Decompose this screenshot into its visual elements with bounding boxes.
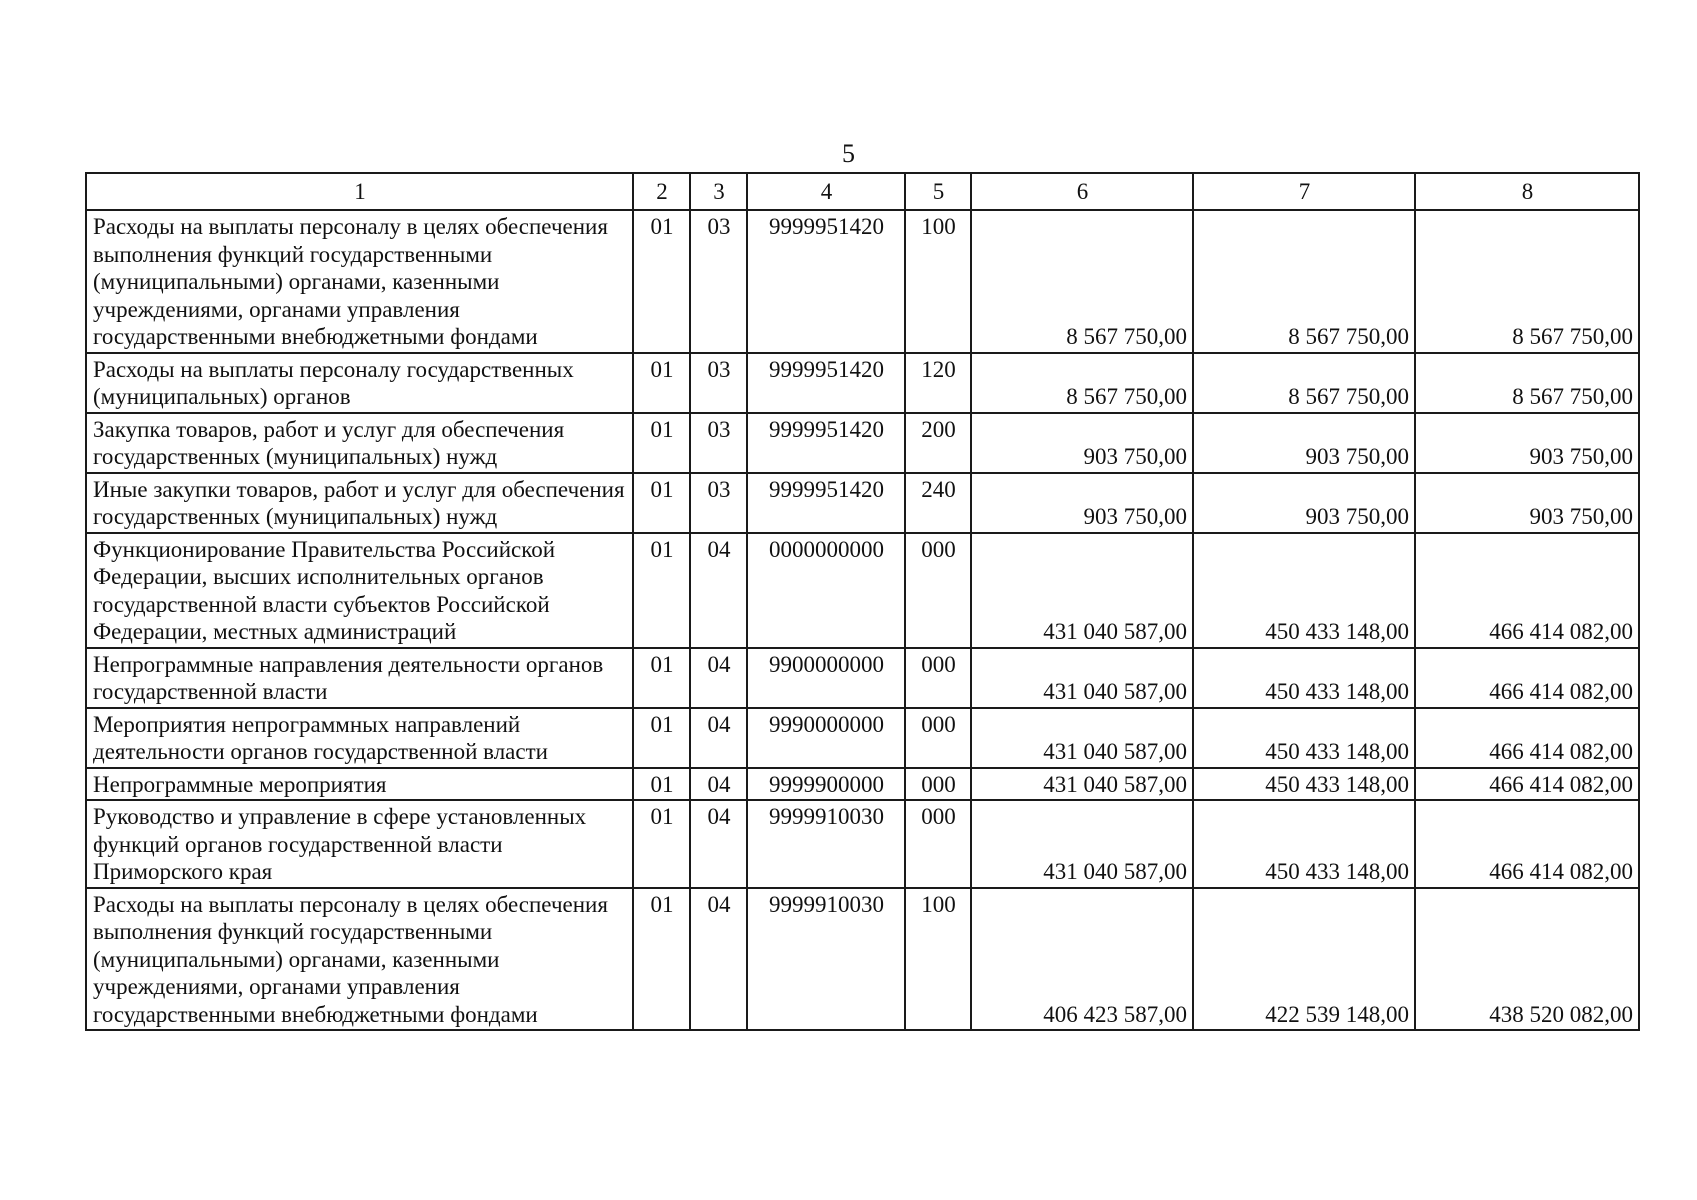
subsection-code-cell: 03	[690, 353, 747, 413]
subsection-code-cell: 03	[690, 413, 747, 473]
target-article-cell: 9999910030	[747, 888, 905, 1031]
subsection-code-cell: 04	[690, 533, 747, 648]
row-name-cell: Расходы на выплаты персоналу в целях обеспечения выполнения функций государственными (муниципальными) органами, казенными учреждениями, органами управления государственными внебюджетными фондами	[86, 888, 633, 1031]
table-row	[86, 473, 1639, 533]
table-row	[86, 648, 1639, 708]
amount-year3-cell: 903 750,00	[1415, 473, 1639, 533]
amount-year2-cell: 8 567 750,00	[1193, 353, 1415, 413]
amount-year2-cell: 422 539 148,00	[1193, 888, 1415, 1031]
expense-type-cell: 100	[905, 888, 971, 1031]
expense-type-cell: 240	[905, 473, 971, 533]
expense-type-cell: 000	[905, 768, 971, 801]
expense-type-cell: 100	[905, 210, 971, 353]
amount-year1-cell: 431 040 587,00	[971, 533, 1193, 648]
table-row	[86, 800, 1639, 888]
expense-type-cell: 000	[905, 708, 971, 768]
amount-year1-cell: 431 040 587,00	[971, 708, 1193, 768]
amount-year2-cell: 450 433 148,00	[1193, 768, 1415, 801]
target-article-cell: 9999951420	[747, 210, 905, 353]
header-cell: 7	[1193, 173, 1415, 210]
table-row	[86, 888, 1639, 1031]
amount-year1-cell: 903 750,00	[971, 413, 1193, 473]
page-number: 5	[842, 139, 855, 168]
header-cell: 8	[1415, 173, 1639, 210]
row-name-cell: Расходы на выплаты персоналу в целях обеспечения выполнения функций государственными (муниципальными) органами, казенными учреждениями, органами управления государственными внебюджетными фондами	[86, 210, 633, 353]
target-article-cell: 9990000000	[747, 708, 905, 768]
section-code-cell: 01	[633, 353, 690, 413]
header-cell: 2	[633, 173, 690, 210]
amount-year3-cell: 8 567 750,00	[1415, 353, 1639, 413]
subsection-code-cell: 04	[690, 800, 747, 888]
expense-type-cell: 000	[905, 648, 971, 708]
subsection-code-cell: 03	[690, 210, 747, 353]
header-cell: 5	[905, 173, 971, 210]
table-row	[86, 768, 1639, 801]
header-cell: 4	[747, 173, 905, 210]
subsection-code-cell: 03	[690, 473, 747, 533]
section-code-cell: 01	[633, 648, 690, 708]
section-code-cell: 01	[633, 888, 690, 1031]
target-article-cell: 9999951420	[747, 473, 905, 533]
amount-year1-cell: 431 040 587,00	[971, 648, 1193, 708]
target-article-cell: 9999951420	[747, 353, 905, 413]
target-article-cell: 9900000000	[747, 648, 905, 708]
row-name-cell: Расходы на выплаты персоналу государственных (муниципальных) органов	[86, 353, 633, 413]
target-article-cell: 9999951420	[747, 413, 905, 473]
amount-year2-cell: 450 433 148,00	[1193, 533, 1415, 648]
row-name-cell: Иные закупки товаров, работ и услуг для обеспечения государственных (муниципальных) нужд	[86, 473, 633, 533]
target-article-cell: 9999900000	[747, 768, 905, 801]
amount-year2-cell: 450 433 148,00	[1193, 800, 1415, 888]
section-code-cell: 01	[633, 533, 690, 648]
table-row	[86, 413, 1639, 473]
section-code-cell: 01	[633, 473, 690, 533]
amount-year3-cell: 903 750,00	[1415, 413, 1639, 473]
row-name-cell: Мероприятия непрограммных направлений деятельности органов государственной власти	[86, 708, 633, 768]
table-header-row	[86, 173, 1639, 210]
amount-year3-cell: 466 414 082,00	[1415, 708, 1639, 768]
amount-year2-cell: 450 433 148,00	[1193, 648, 1415, 708]
subsection-code-cell: 04	[690, 648, 747, 708]
amount-year3-cell: 8 567 750,00	[1415, 210, 1639, 353]
header-cell: 6	[971, 173, 1193, 210]
table-row	[86, 708, 1639, 768]
budget-table	[85, 172, 1640, 1031]
expense-type-cell: 120	[905, 353, 971, 413]
header-cell: 3	[690, 173, 747, 210]
amount-year2-cell: 903 750,00	[1193, 413, 1415, 473]
amount-year3-cell: 466 414 082,00	[1415, 648, 1639, 708]
expense-type-cell: 000	[905, 533, 971, 648]
header-cell: 1	[86, 173, 633, 210]
section-code-cell: 01	[633, 708, 690, 768]
target-article-cell: 0000000000	[747, 533, 905, 648]
section-code-cell: 01	[633, 413, 690, 473]
table-row	[86, 353, 1639, 413]
subsection-code-cell: 04	[690, 888, 747, 1031]
table-row	[86, 533, 1639, 648]
subsection-code-cell: 04	[690, 708, 747, 768]
amount-year2-cell: 450 433 148,00	[1193, 708, 1415, 768]
amount-year2-cell: 8 567 750,00	[1193, 210, 1415, 353]
amount-year1-cell: 8 567 750,00	[971, 210, 1193, 353]
row-name-cell: Непрограммные направления деятельности органов государственной власти	[86, 648, 633, 708]
row-name-cell: Функционирование Правительства Российской Федерации, высших исполнительных органов государственной власти субъектов Российской Федерации, местных администраций	[86, 533, 633, 648]
row-name-cell: Закупка товаров, работ и услуг для обеспечения государственных (муниципальных) нужд	[86, 413, 633, 473]
section-code-cell: 01	[633, 210, 690, 353]
amount-year1-cell: 903 750,00	[971, 473, 1193, 533]
amount-year1-cell: 431 040 587,00	[971, 800, 1193, 888]
amount-year3-cell: 466 414 082,00	[1415, 768, 1639, 801]
section-code-cell: 01	[633, 768, 690, 801]
amount-year2-cell: 903 750,00	[1193, 473, 1415, 533]
table-row	[86, 210, 1639, 353]
row-name-cell: Непрограммные мероприятия	[86, 768, 633, 801]
row-name-cell: Руководство и управление в сфере установленных функций органов государственной власти Приморского края	[86, 800, 633, 888]
amount-year3-cell: 466 414 082,00	[1415, 533, 1639, 648]
expense-type-cell: 200	[905, 413, 971, 473]
amount-year1-cell: 431 040 587,00	[971, 768, 1193, 801]
section-code-cell: 01	[633, 800, 690, 888]
subsection-code-cell: 04	[690, 768, 747, 801]
amount-year1-cell: 406 423 587,00	[971, 888, 1193, 1031]
target-article-cell: 9999910030	[747, 800, 905, 888]
amount-year3-cell: 438 520 082,00	[1415, 888, 1639, 1031]
amount-year1-cell: 8 567 750,00	[971, 353, 1193, 413]
amount-year3-cell: 466 414 082,00	[1415, 800, 1639, 888]
expense-type-cell: 000	[905, 800, 971, 888]
